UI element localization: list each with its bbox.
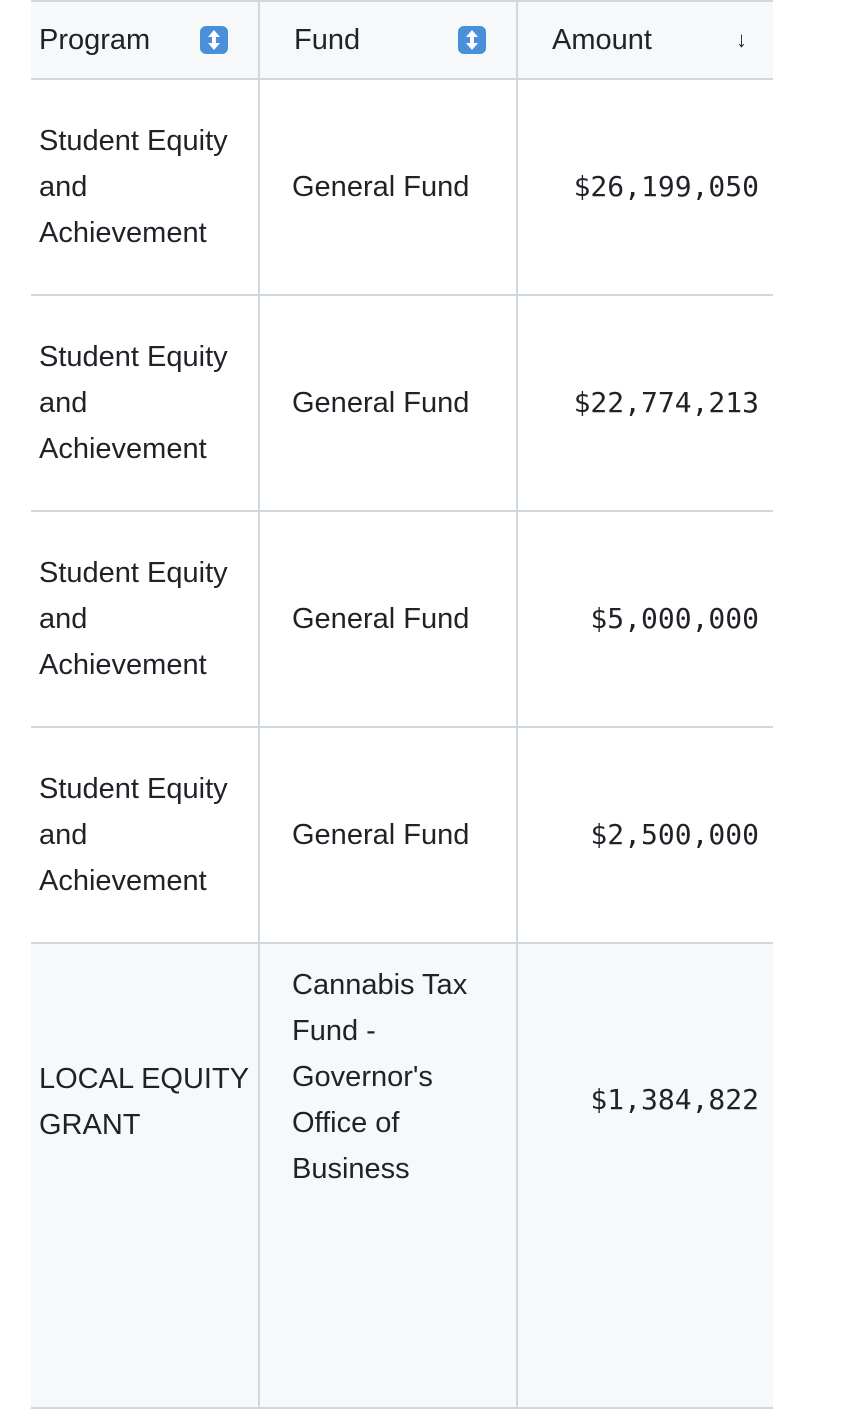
cell-amount: $2,500,000 xyxy=(517,727,773,943)
table-row xyxy=(31,943,773,1408)
cell-fund: Cannabis Tax Fund - Governor's Office of Business xyxy=(259,943,517,1408)
table-row xyxy=(31,295,773,511)
up-down-arrow-icon[interactable] xyxy=(200,26,228,54)
column-header-program-label: Program xyxy=(39,24,151,56)
column-header-program[interactable] xyxy=(31,1,259,79)
column-header-amount[interactable] xyxy=(517,1,773,79)
cell-fund: General Fund xyxy=(259,79,517,295)
column-header-fund[interactable] xyxy=(259,1,517,79)
cell-amount: $22,774,213 xyxy=(517,295,773,511)
table-header-row xyxy=(31,1,773,79)
column-header-amount-label: Amount xyxy=(552,24,652,56)
cell-program: Student Equity and Achievement xyxy=(31,295,259,511)
up-down-arrow-icon[interactable] xyxy=(458,26,486,54)
cell-fund: General Fund xyxy=(259,511,517,727)
table-row xyxy=(31,511,773,727)
cell-program: LOCAL EQUITY GRANT xyxy=(31,943,259,1408)
column-header-fund-label: Fund xyxy=(294,24,361,56)
cell-fund: General Fund xyxy=(259,727,517,943)
cell-fund: General Fund xyxy=(259,295,517,511)
cell-amount: $1,384,822 xyxy=(517,943,773,1408)
arrow-down-icon[interactable]: ↓ xyxy=(736,27,747,52)
cell-program: Student Equity and Achievement xyxy=(31,727,259,943)
cell-amount: $26,199,050 xyxy=(517,79,773,295)
data-table-container xyxy=(31,0,773,1409)
funding-table xyxy=(31,0,773,1409)
cell-amount: $5,000,000 xyxy=(517,511,773,727)
table-row xyxy=(31,79,773,295)
cell-program: Student Equity and Achievement xyxy=(31,79,259,295)
cell-program: Student Equity and Achievement xyxy=(31,511,259,727)
table-row xyxy=(31,727,773,943)
